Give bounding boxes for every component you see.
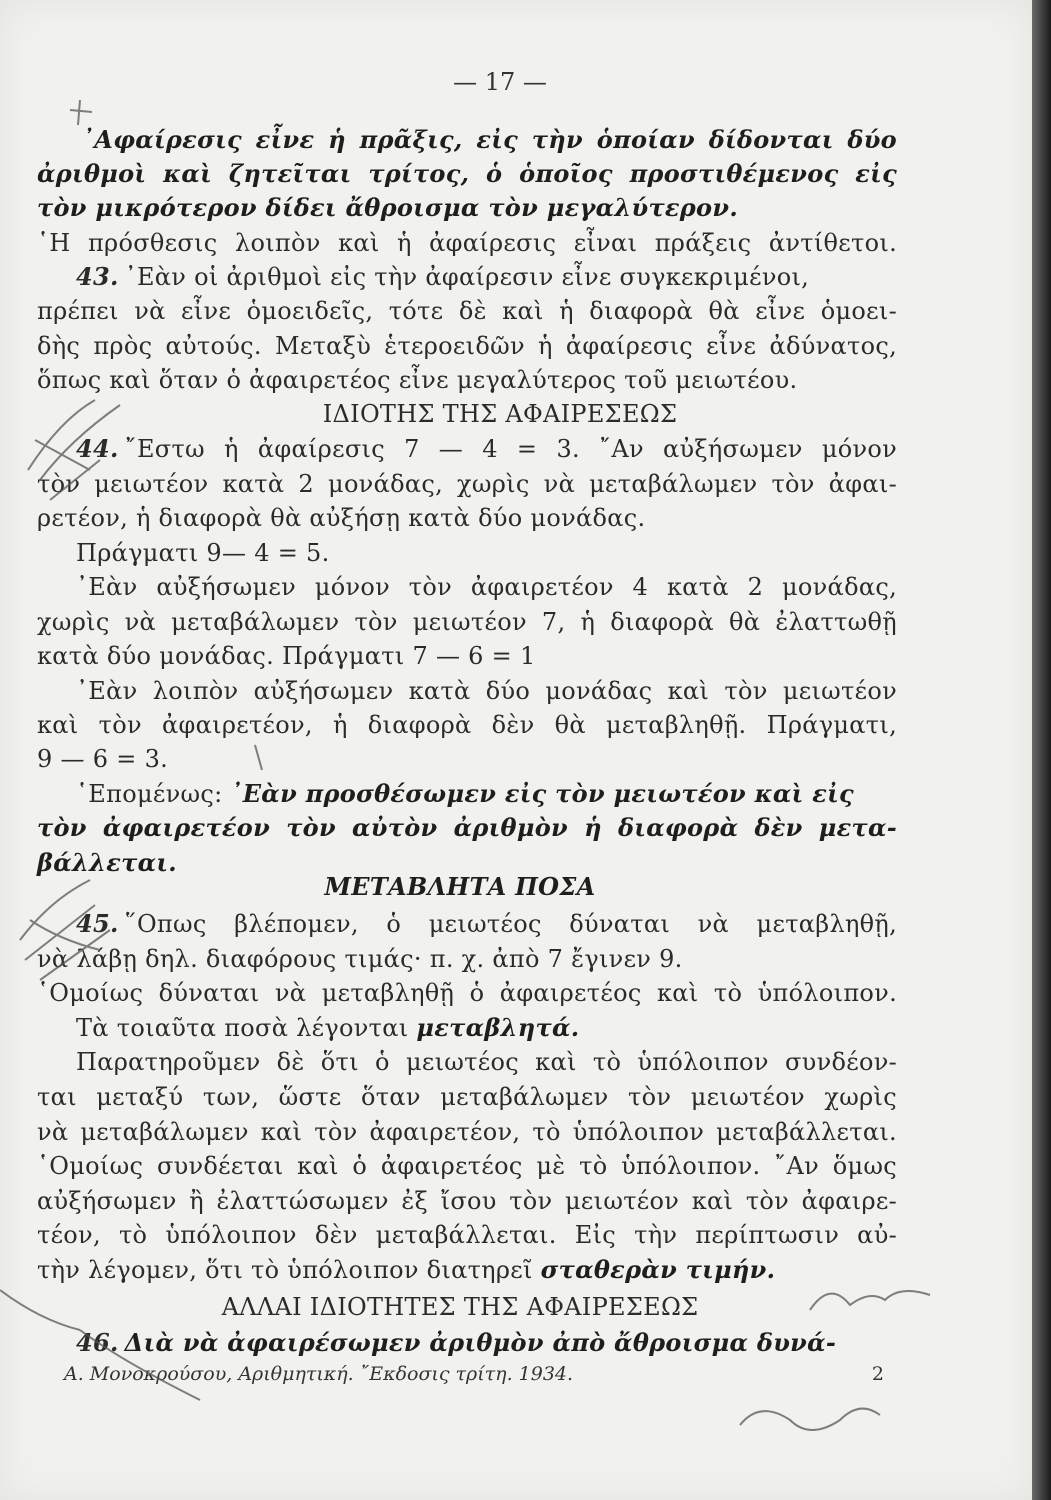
pencil-handwriting-mark [810,1291,930,1310]
pencil-scribble-mark [28,400,120,500]
term-span: μεταβλητά. [416,1013,580,1042]
sheet-number: 2 [871,1363,884,1385]
text-line: κατὰ δύο μονάδας. Πράγματι 7 — 6 = 1 [37,642,536,670]
text-line: Πράγματι 9— 4 = 5. [76,539,330,567]
text-line: Παρατηροῦμεν δὲ ὅτι ὁ μειωτέος καὶ τὸ ὑπόλοιπον συνδέον- [76,1048,897,1076]
text-line: τὸν μειωτέον κατὰ 2 μονάδας, χωρὶς νὰ μεταβάλωμεν τὸν ἀφαι- [37,470,897,498]
definition-line-1: ᾿Αφαίρεσις εἶνε ἡ πρᾶξις, εἰς τὴν ὁποίαν δίδονται δύο [82,125,897,154]
text-line: νὰ μεταβάλωμεν καὶ τὸν ἀφαιρετέον, τὸ ὑπόλοιπον μεταβάλλεται. [37,1118,897,1146]
heading-variables: ΜΕΤΑΒΛΗΤΑ ΠΟΣΑ [324,872,596,901]
heading-property: ΙΔΙΟΤΗΣ ΤΗΣ ΑΦΑΙΡΕΣΕΩΣ [322,400,678,428]
text-span: ᾿Εὰν οἱ ἀριθμοὶ εἰς τὴν ἀφαίρεσιν εἶνε συγκεκριμένοι, [124,263,810,291]
text-line: ται μεταξύ των, ὥστε ὅταν μεταβάλωμεν τὸν μειωτέον χωρὶς [37,1083,897,1111]
rule-line: βάλλεται. [37,848,177,877]
text-line: 9 — 6 = 3. [37,745,169,773]
text-line: ρετέον, ἡ διαφορὰ θὰ αὐξήσῃ κατὰ δύο μονάδας. [37,504,646,532]
text-line: ῾Ομοίως συνδέεται καὶ ὁ ἀφαιρετέος μὲ τὸ ὑπόλοιπον. ῎Αν ὅμως [37,1152,897,1180]
section-number: 43. [76,262,119,291]
section-number: 44. [76,434,119,463]
definition-line-3: τὸν μικρότερον δίδει ἄθροισμα τὸν μεγαλύτερον. [37,193,738,222]
term-span: σταθερὰν τιμήν. [540,1255,776,1284]
section-number: 46. [76,1328,119,1357]
text-span: ῞Οπως βλέπομεν, ὁ μειωτέος δύναται νὰ μεταβληθῇ, [124,910,897,938]
rule-span: ᾿Εὰν προσθέσωμεν εἰς τὸν μειωτέον καὶ εἰς [230,779,854,808]
text-line: αὐξήσωμεν ἢ ἐλαττώσωμεν ἐξ ἴσου τὸν μειωτέον καὶ τὸν ἀφαιρε- [37,1187,897,1215]
section-number: 45. [76,909,119,938]
text-span: ῾Επομένως: [76,780,223,808]
page-number: — 17 — [453,68,547,96]
text-line: δὴς πρὸς αὐτούς. Μεταξὺ ἑτεροειδῶν ἡ ἀφαίρεσις εἶνε ἀδύνατος, [37,332,897,360]
book-edge-shadow [1032,0,1051,1500]
pencil-tick-mark [255,745,262,770]
pencil-arrow-mark [0,1290,200,1400]
pencil-scribble-mark [20,880,110,980]
definition-line-2: ἀριθμοὶ καὶ ζητεῖται τρίτος, ὁ ὁποῖος προστιθέμενος εἰς [37,159,897,188]
text-line: τέον, τὸ ὑπόλοιπον δὲν μεταβάλλεται. Εἰς τὴν περίπτωσιν αὐ- [37,1221,897,1249]
text-line: πρέπει νὰ εἶνε ὁμοειδεῖς, τότε δὲ καὶ ἡ διαφορὰ θὰ εἶνε ὁμοει- [37,297,897,325]
text-line: ὅπως καὶ ὅταν ὁ ἀφαιρετέος εἶνε μεγαλύτερος τοῦ μειωτέου. [37,366,798,394]
text-line: ῾Η πρόσθεσις λοιπὸν καὶ ἡ ἀφαίρεσις εἶναι πράξεις ἀντίθετοι. [37,229,897,257]
text-line: νὰ λάβῃ δηλ. διαφόρους τιμάς· π. χ. ἀπὸ 7 ἔγινεν 9. [37,945,683,973]
text-line: καὶ τὸν ἀφαιρετέον, ἡ διαφορὰ δὲν θὰ μεταβληθῇ. Πράγματι, [37,711,897,739]
text-span: Διὰ νὰ ἀφαιρέσωμεν ἀριθμὸν ἀπὸ ἄθροισμα δυνά- [124,1328,837,1357]
heading-other-properties: ΑΛΛΑΙ ΙΔΙΟΤΗΤΕΣ ΤΗΣ ΑΦΑΙΡΕΣΕΩΣ [221,1293,699,1321]
text-span: ῎Εστω ἡ ἀφαίρεσις 7 — 4 = 3. ῎Αν αὐξήσωμεν μόνον [124,435,897,463]
text-line: ᾿Εὰν λοιπὸν αὐξήσωμεν κατὰ δύο μονάδας καὶ τὸν μειωτέον [76,677,897,705]
rule-line: τὸν ἀφαιρετέον τὸν αὐτὸν ἀριθμὸν ἡ διαφορὰ δὲν μετα- [37,813,897,842]
text-span: τὴν λέγομεν, ὅτι τὸ ὑπόλοιπον διατηρεῖ [37,1256,533,1284]
pencil-tick-mark [70,100,92,125]
text-line: ᾿Εὰν αὐξήσωμεν μόνον τὸν ἀφαιρετέον 4 κατὰ 2 μονάδας, [76,573,897,601]
pencil-handwriting-mark [740,1409,880,1430]
text-span: Τὰ τοιαῦτα ποσὰ λέγονται [76,1014,409,1042]
text-line: χωρὶς νὰ μεταβάλωμεν τὸν μειωτέον 7, ἡ διαφορὰ θὰ ἐλαττωθῇ [37,608,897,636]
text-line: ῾Ομοίως δύναται νὰ μεταβληθῇ ὁ ἀφαιρετέος καὶ τὸ ὑπόλοιπον. [37,979,897,1007]
footer-citation: Α. Μονοκρούσου, Αριθμητική. ῎Εκδοσις τρίτη. 1934. [64,1363,574,1385]
